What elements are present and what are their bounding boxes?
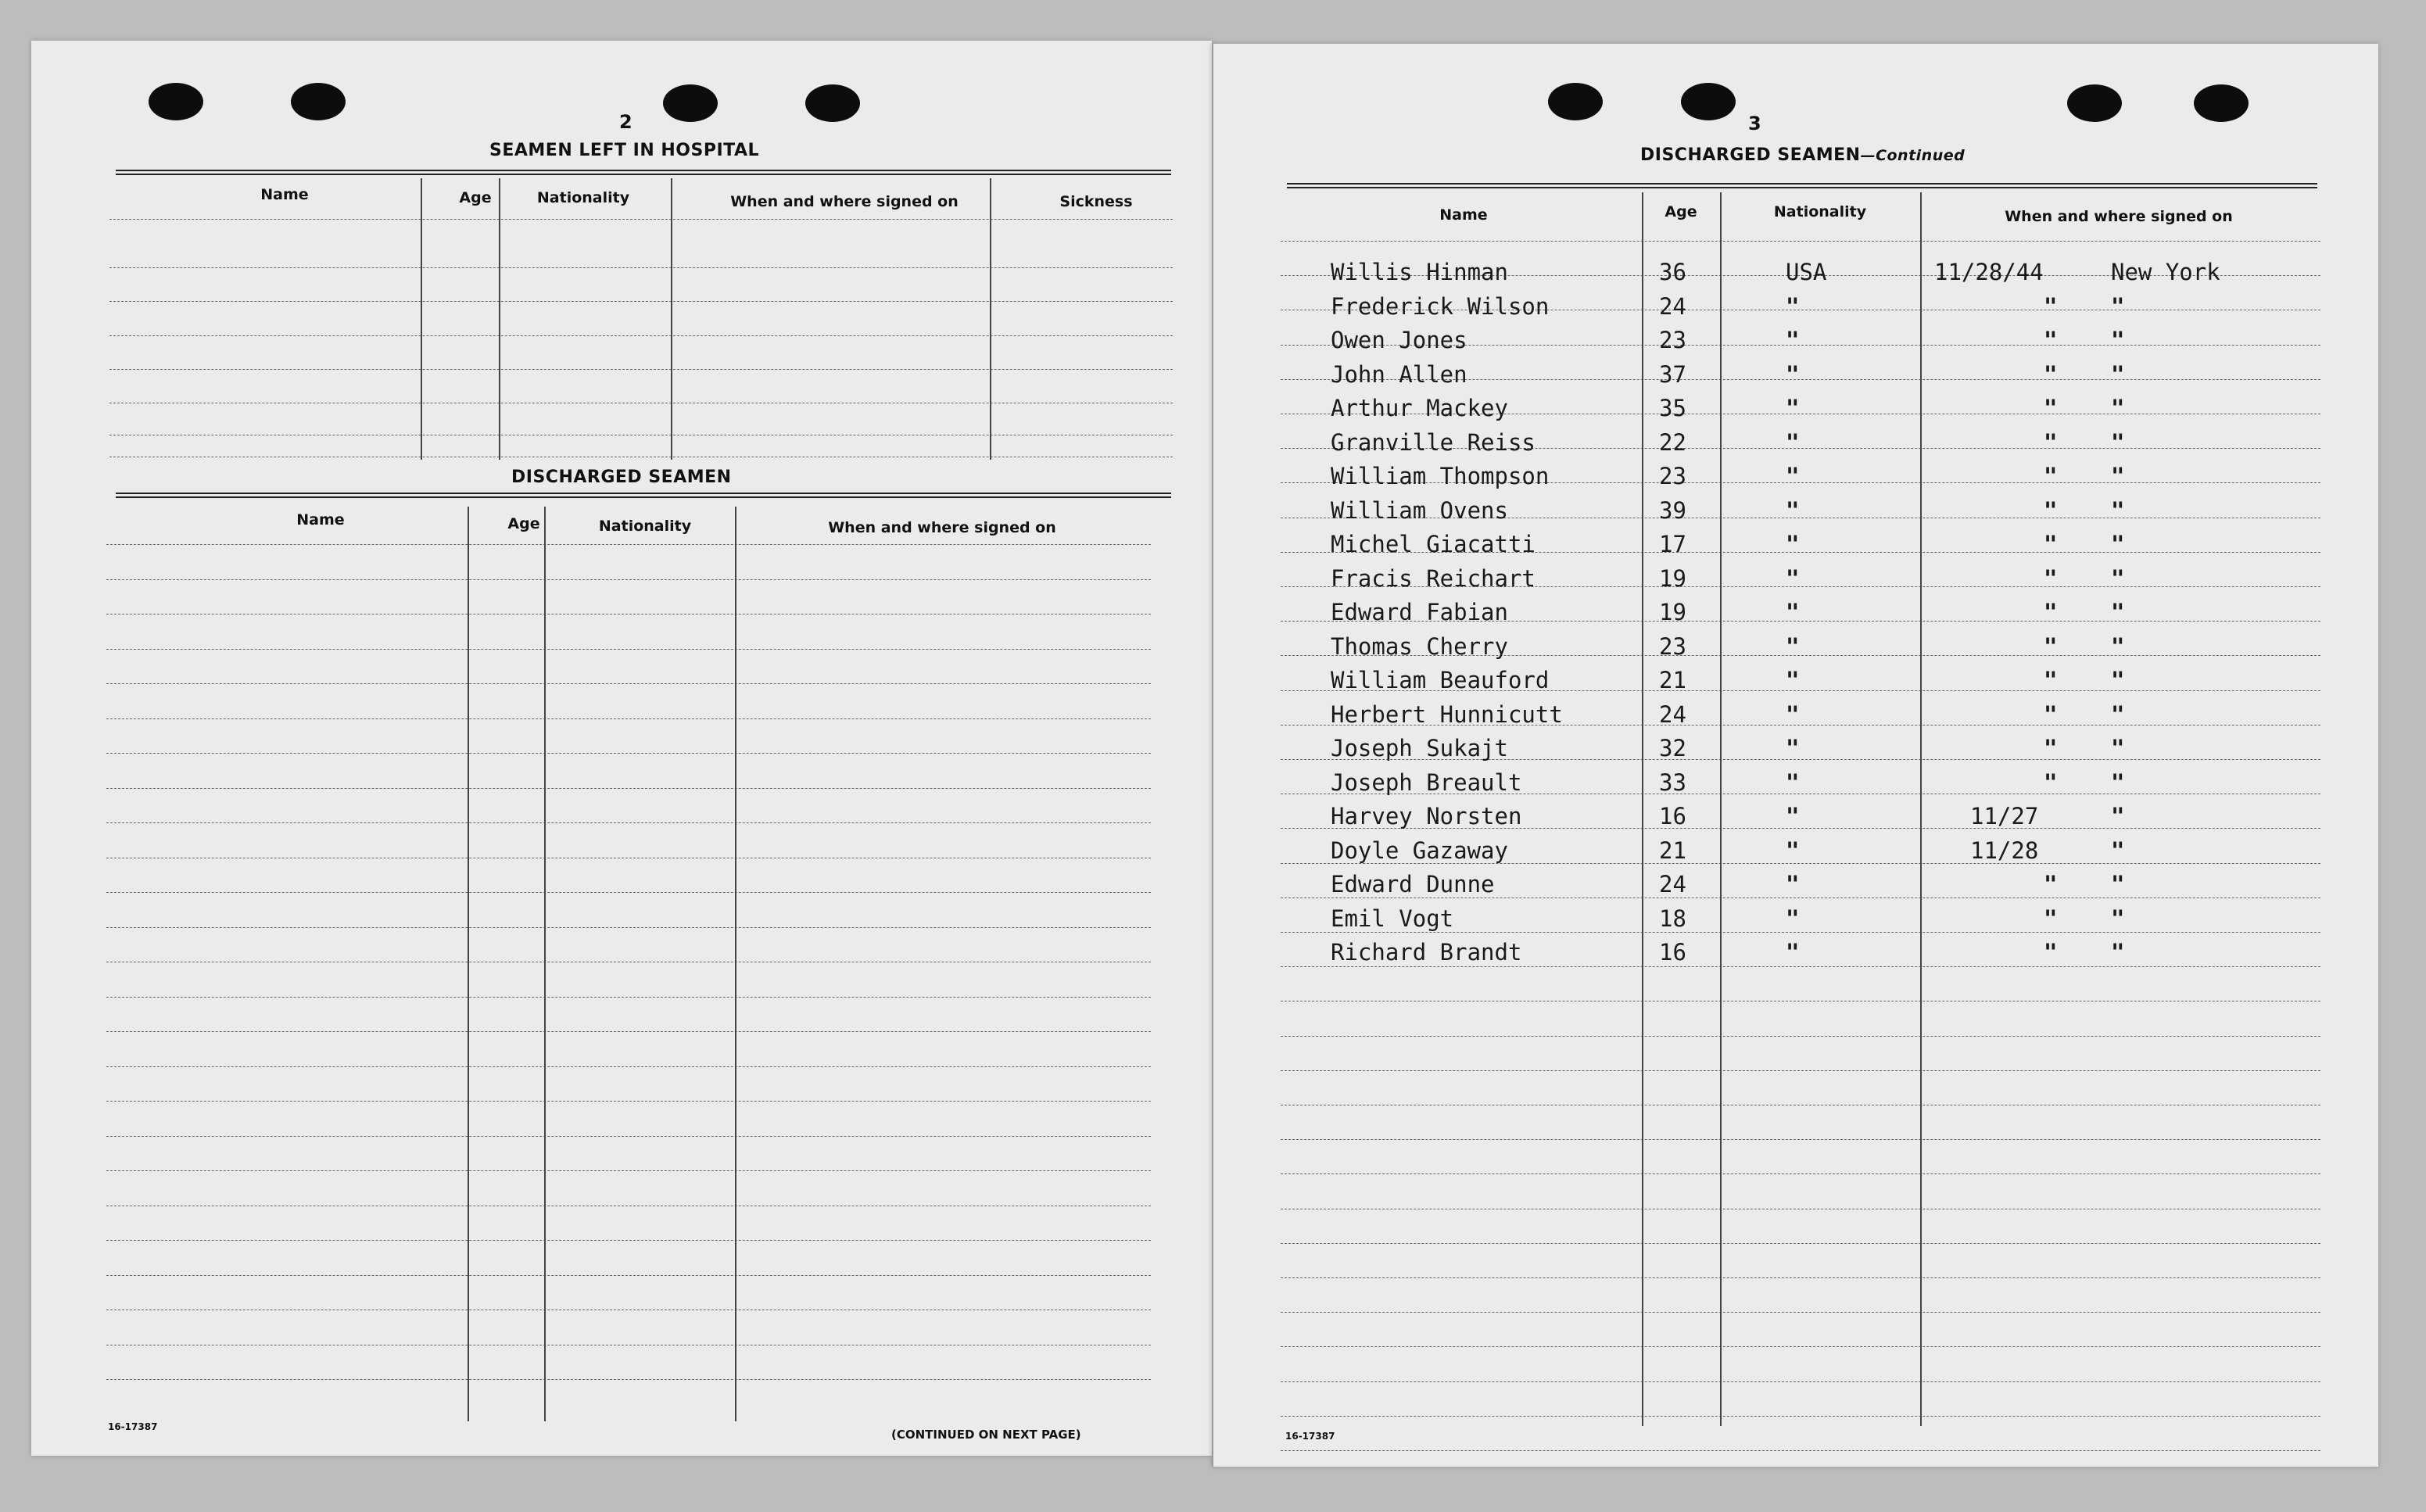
col-header-name: Name xyxy=(1439,206,1488,224)
col-header-nationality: Nationality xyxy=(598,518,692,535)
signed-on-place: " xyxy=(2111,395,2125,421)
seaman-age: 24 xyxy=(1659,293,1686,320)
signed-on-place: " xyxy=(2111,599,2125,625)
seaman-nationality: " xyxy=(1786,463,1800,489)
seaman-nationality: " xyxy=(1786,735,1800,761)
seaman-nationality: " xyxy=(1786,565,1800,592)
seaman-age: 35 xyxy=(1659,395,1686,421)
seaman-nationality: " xyxy=(1786,939,1800,966)
col-header-age: Age xyxy=(459,189,492,206)
seaman-age: 37 xyxy=(1659,361,1686,388)
punch-hole xyxy=(149,83,203,120)
table-rule xyxy=(106,892,1151,893)
seaman-nationality: " xyxy=(1786,395,1800,421)
table-rule xyxy=(1281,932,2320,933)
seaman-name: Owen Jones xyxy=(1331,327,1467,353)
column-divider xyxy=(499,178,500,460)
signed-on-date: 11/27 xyxy=(1970,803,2039,829)
punch-hole xyxy=(1548,83,1603,120)
form-number: 16-17387 xyxy=(1285,1431,1335,1442)
seaman-age: 23 xyxy=(1659,633,1686,660)
signed-on-date: " xyxy=(2044,939,2058,966)
table-rule xyxy=(1281,966,2320,967)
seaman-age: 21 xyxy=(1659,837,1686,864)
signed-on-date: " xyxy=(2044,599,2058,625)
seaman-age: 39 xyxy=(1659,497,1686,524)
punch-hole xyxy=(663,84,718,122)
signed-on-date: " xyxy=(2044,735,2058,761)
table-rule xyxy=(1281,1173,2320,1174)
seaman-nationality: " xyxy=(1786,871,1800,898)
signed-on-place: " xyxy=(2111,565,2125,592)
signed-on-date: " xyxy=(2044,293,2058,320)
seaman-name: Willis Hinman xyxy=(1331,259,1508,285)
signed-on-date: " xyxy=(2044,905,2058,932)
seaman-name: Doyle Gazaway xyxy=(1331,837,1508,864)
signed-on-date: " xyxy=(2044,327,2058,353)
seaman-name: Fracis Reichart xyxy=(1331,565,1536,592)
seaman-nationality: " xyxy=(1786,531,1800,557)
seaman-nationality: " xyxy=(1786,701,1800,728)
table-rule xyxy=(1281,1450,2320,1451)
table-rule xyxy=(1281,1277,2320,1278)
seaman-age: 16 xyxy=(1659,803,1686,829)
seaman-nationality: " xyxy=(1786,599,1800,625)
seaman-age: 21 xyxy=(1659,667,1686,693)
table-rule xyxy=(1281,1381,2320,1382)
table-rule xyxy=(106,649,1151,650)
table-rule xyxy=(1281,1070,2320,1071)
table-rule xyxy=(1281,1312,2320,1313)
seaman-age: 22 xyxy=(1659,429,1686,456)
column-divider xyxy=(1720,192,1722,1426)
seaman-nationality: " xyxy=(1786,769,1800,796)
signed-on-date: " xyxy=(2044,667,2058,693)
punch-hole xyxy=(805,84,860,122)
seaman-nationality: " xyxy=(1786,803,1800,829)
signed-on-place: " xyxy=(2111,735,2125,761)
hospital-section-title: SEAMEN LEFT IN HOSPITAL xyxy=(489,141,760,160)
col-header-signed-on: When and where signed on xyxy=(2005,208,2233,225)
table-rule xyxy=(106,1066,1151,1067)
table-rule xyxy=(109,219,1173,220)
right-page xyxy=(1212,44,2378,1467)
signed-on-date: " xyxy=(2044,429,2058,456)
signed-on-place: " xyxy=(2111,803,2125,829)
table-rule xyxy=(109,369,1173,370)
seaman-nationality: USA xyxy=(1786,259,1827,285)
seaman-name: Emil Vogt xyxy=(1331,905,1454,932)
signed-on-date: 11/28 xyxy=(1970,837,2039,864)
seaman-nationality: " xyxy=(1786,361,1800,388)
seaman-age: 16 xyxy=(1659,939,1686,966)
signed-on-date: " xyxy=(2044,463,2058,489)
seaman-name: William Thompson xyxy=(1331,463,1550,489)
seaman-name: Herbert Hunnicutt xyxy=(1331,701,1563,728)
col-header-name: Name xyxy=(260,186,309,203)
table-rule xyxy=(106,579,1151,580)
signed-on-date: " xyxy=(2044,871,2058,898)
seaman-age: 19 xyxy=(1659,599,1686,625)
column-divider xyxy=(735,507,736,1421)
double-rule xyxy=(1287,183,2317,188)
seaman-age: 36 xyxy=(1659,259,1686,285)
signed-on-place: " xyxy=(2111,769,2125,796)
table-rule xyxy=(106,997,1151,998)
signed-on-place: " xyxy=(2111,633,2125,660)
signed-on-place: " xyxy=(2111,497,2125,524)
signed-on-place: " xyxy=(2111,463,2125,489)
table-rule xyxy=(106,1240,1151,1241)
continued-footer: (CONTINUED ON NEXT PAGE) xyxy=(891,1428,1081,1442)
signed-on-place: " xyxy=(2111,871,2125,898)
seaman-name: Frederick Wilson xyxy=(1331,293,1550,320)
table-rule xyxy=(106,822,1151,823)
table-rule xyxy=(106,788,1151,789)
signed-on-place: " xyxy=(2111,837,2125,864)
table-rule xyxy=(106,544,1151,545)
table-rule xyxy=(106,927,1151,928)
col-header-age: Age xyxy=(507,515,540,532)
col-header-signed-on: When and where signed on xyxy=(828,519,1056,536)
seaman-nationality: " xyxy=(1786,667,1800,693)
signed-on-date: " xyxy=(2044,395,2058,421)
table-rule xyxy=(106,1275,1151,1276)
seaman-age: 24 xyxy=(1659,871,1686,898)
double-rule xyxy=(116,170,1171,175)
table-rule xyxy=(106,1101,1151,1102)
seaman-age: 32 xyxy=(1659,735,1686,761)
table-rule xyxy=(109,301,1173,302)
column-divider xyxy=(421,178,422,460)
table-rule xyxy=(1281,1243,2320,1244)
punch-hole xyxy=(291,83,346,120)
signed-on-place: " xyxy=(2111,361,2125,388)
column-divider xyxy=(990,178,991,460)
column-divider xyxy=(544,507,546,1421)
col-header-nationality: Nationality xyxy=(1773,203,1867,220)
seaman-age: 19 xyxy=(1659,565,1686,592)
signed-on-date: " xyxy=(2044,497,2058,524)
table-rule xyxy=(106,718,1151,719)
seaman-nationality: " xyxy=(1786,633,1800,660)
page-number: 3 xyxy=(1748,113,1761,134)
seaman-age: 24 xyxy=(1659,701,1686,728)
column-divider xyxy=(671,178,672,460)
punch-hole xyxy=(1681,83,1736,120)
seaman-name: Edward Dunne xyxy=(1331,871,1495,898)
seaman-age: 33 xyxy=(1659,769,1686,796)
signed-on-place: " xyxy=(2111,667,2125,693)
discharged-section-title: DISCHARGED SEAMEN xyxy=(511,468,732,487)
seaman-nationality: " xyxy=(1786,837,1800,864)
table-rule xyxy=(106,1031,1151,1032)
seaman-nationality: " xyxy=(1786,497,1800,524)
table-rule xyxy=(109,267,1173,268)
punch-hole xyxy=(2067,84,2122,122)
punch-hole xyxy=(2194,84,2249,122)
seaman-name: Joseph Sukajt xyxy=(1331,735,1508,761)
form-number: 16-17387 xyxy=(108,1421,158,1432)
seaman-age: 18 xyxy=(1659,905,1686,932)
col-header-age: Age xyxy=(1665,203,1697,220)
double-rule xyxy=(116,493,1171,498)
signed-on-place: " xyxy=(2111,531,2125,557)
seaman-name: Thomas Cherry xyxy=(1331,633,1508,660)
seaman-nationality: " xyxy=(1786,293,1800,320)
signed-on-date: 11/28/44 xyxy=(1934,259,2044,285)
column-divider xyxy=(1642,192,1643,1426)
signed-on-date: " xyxy=(2044,701,2058,728)
col-header-nationality: Nationality xyxy=(536,189,630,206)
signed-on-place: New York xyxy=(2111,259,2220,285)
seaman-name: Richard Brandt xyxy=(1331,939,1522,966)
signed-on-date: " xyxy=(2044,633,2058,660)
table-rule xyxy=(106,1136,1151,1137)
signed-on-place: " xyxy=(2111,293,2125,320)
seaman-age: 17 xyxy=(1659,531,1686,557)
signed-on-place: " xyxy=(2111,701,2125,728)
table-rule xyxy=(1281,1139,2320,1140)
seaman-nationality: " xyxy=(1786,429,1800,456)
seaman-name: William Beauford xyxy=(1331,667,1550,693)
column-divider xyxy=(1920,192,1922,1426)
seaman-name: Edward Fabian xyxy=(1331,599,1508,625)
seaman-name: John Allen xyxy=(1331,361,1467,388)
signed-on-place: " xyxy=(2111,905,2125,932)
seaman-name: William Ovens xyxy=(1331,497,1508,524)
seaman-name: Michel Giacatti xyxy=(1331,531,1536,557)
seaman-age: 23 xyxy=(1659,327,1686,353)
left-page xyxy=(31,41,1212,1456)
discharged-continued-title: DISCHARGED SEAMEN—Continued xyxy=(1640,145,1966,165)
table-rule xyxy=(106,1379,1151,1380)
table-rule xyxy=(106,683,1151,684)
table-rule xyxy=(106,753,1151,754)
col-header-name: Name xyxy=(296,511,345,528)
signed-on-place: " xyxy=(2111,327,2125,353)
table-rule xyxy=(106,1170,1151,1171)
table-rule xyxy=(1281,1416,2320,1417)
seaman-name: Harvey Norsten xyxy=(1331,803,1522,829)
seaman-name: Arthur Mackey xyxy=(1331,395,1508,421)
signed-on-place: " xyxy=(2111,939,2125,966)
signed-on-date: " xyxy=(2044,361,2058,388)
seaman-nationality: " xyxy=(1786,905,1800,932)
column-divider xyxy=(468,507,469,1421)
table-rule xyxy=(1281,241,2320,242)
signed-on-date: " xyxy=(2044,531,2058,557)
signed-on-date: " xyxy=(2044,565,2058,592)
table-rule xyxy=(109,335,1173,336)
seaman-name: Joseph Breault xyxy=(1331,769,1522,796)
seaman-name: Granville Reiss xyxy=(1331,429,1536,456)
seaman-age: 23 xyxy=(1659,463,1686,489)
col-header-sickness: Sickness xyxy=(1059,193,1133,210)
signed-on-date: " xyxy=(2044,769,2058,796)
table-rule xyxy=(1281,1346,2320,1347)
table-rule xyxy=(1281,1036,2320,1037)
seaman-nationality: " xyxy=(1786,327,1800,353)
page-number: 2 xyxy=(619,111,632,133)
col-header-signed-on: When and where signed on xyxy=(730,193,959,210)
signed-on-place: " xyxy=(2111,429,2125,456)
